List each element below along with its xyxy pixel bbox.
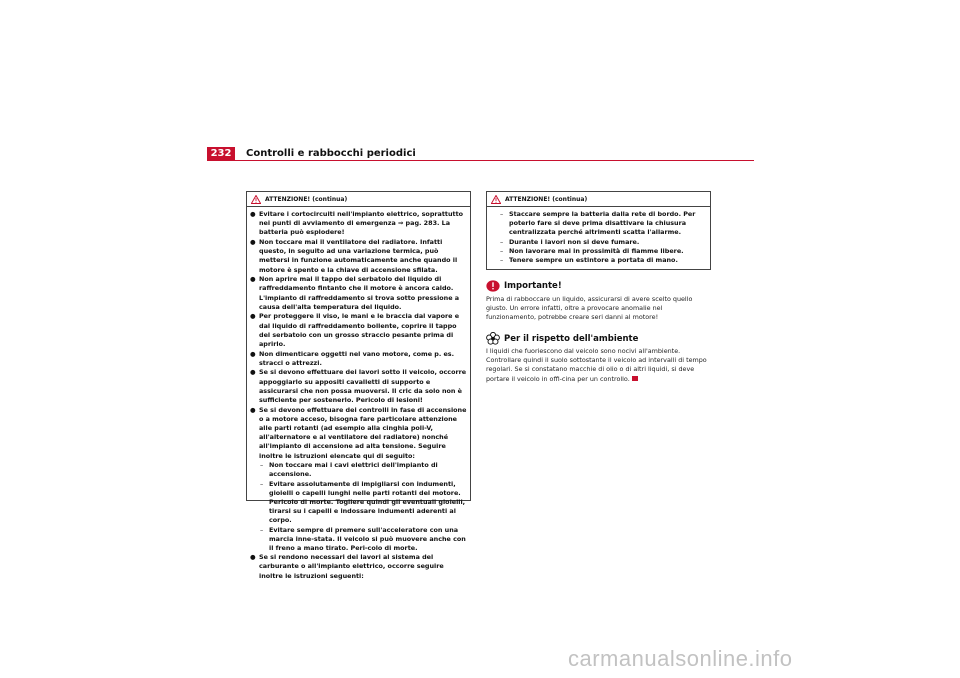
important-heading xyxy=(486,280,562,292)
bullet-icon: ● xyxy=(250,349,256,358)
warning-header xyxy=(247,192,470,207)
bullet-text: Se si rendono necessari dei lavori al sistema del carburante o all'impianto elettrico, occorre seguire inoltre le istruzioni seguenti: xyxy=(259,553,444,580)
important-text: Prima di rabboccare un liquido, assicurarsi di avere scelto quello giusto. Un errore infatti, oltre a provocare anomalie nel funzionamento, potrebbe creare seri danni al motore! xyxy=(486,295,693,322)
dash-icon: – xyxy=(260,461,264,470)
sub-item-text: Durante i lavori non si deve fumare. xyxy=(509,237,640,246)
bullet-text: Evitare i cortocircuiti nell'impianto elettrico, soprattutto nei punti di avviamento di emergenza ⇒ pag. 283. La batteria può esplodere! xyxy=(259,210,464,237)
bullet-text: Se si devono effettuare dei controlli in fase di accensione o a motore acceso, bisogna fare particolare attenzione alle parti rotanti (ad esempio alla cinghia poli-V, all'alternatore e al ventilatore del radiatore) nonché all'impianto di accensione ad alta tensione. Seguire inoltre le istruzioni elencate qui di seguito: xyxy=(259,405,467,460)
bullet-icon: ● xyxy=(250,312,256,321)
important-title: Importante! xyxy=(504,281,562,291)
sub-item-text: Tenere sempre un estintore a portata di mano. xyxy=(509,256,678,265)
sub-list-item xyxy=(250,480,467,526)
list-item xyxy=(250,238,467,275)
dash-icon: – xyxy=(500,246,504,255)
sub-item-text: Evitare sempre di premere sull'acceleratore con una marcia inne-stata. Il veicolo si può muovere anche con il freno a mano tirato. Peri-colo di morte. xyxy=(269,525,466,553)
sub-item-text: Evitare assolutamente di impigliarsi con indumenti, gioielli o capelli lunghi nelle parti rotanti del motore. Pericolo di morte. Togliere quindi gli eventuali gioielli, tirarsi su i capelli e indossare indumenti aderenti al corpo. xyxy=(269,479,466,525)
warning-heading: ATTENZIONE! (continua) xyxy=(505,195,588,203)
warning-body xyxy=(247,207,470,581)
warning-body xyxy=(487,207,710,265)
warning-heading: ATTENZIONE! (continua) xyxy=(265,195,348,203)
dash-icon: – xyxy=(500,256,504,265)
warning-triangle-icon xyxy=(251,195,261,204)
bullet-icon: ● xyxy=(250,210,256,218)
exclamation-icon xyxy=(486,280,500,292)
environment-paragraph: I liquidi che fuoriescono dal veicolo sono nocivi all'ambiente. Controllare quindi il suolo sottostante il veicolo ad intervalli di tempo regolari. Se si constatano macchie di olio o di altri liquidi, si deve portare il veicolo in offi-cina per un controllo. xyxy=(486,347,707,383)
list-item xyxy=(250,368,467,405)
sub-item-text: Non lavorare mai in prossimità di fiamme libere. xyxy=(509,246,684,255)
bullet-icon: ● xyxy=(250,275,256,284)
list-item xyxy=(250,406,467,461)
list-item xyxy=(250,210,467,238)
warning-header xyxy=(487,192,710,207)
page-title: Controlli e rabbocchi periodici xyxy=(246,148,416,159)
bullet-text: Non dimenticare oggetti nel vano motore, come p. es. stracci o attrezzi. xyxy=(259,349,455,367)
sub-list-item xyxy=(490,238,707,247)
watermark: carmanualsonline.info xyxy=(568,646,793,671)
sub-list-item xyxy=(250,461,467,479)
warning-triangle-icon xyxy=(491,195,501,204)
list-item xyxy=(250,312,467,349)
environment-title: Per il rispetto dell'ambiente xyxy=(504,333,639,344)
environment-heading xyxy=(486,332,638,345)
bullet-text: Per proteggere il viso, le mani e le braccia dal vapore e dal liquido di raffreddamento bollente, coprire il tappo del serbatoio con un grosso straccio pesante prima di aprirlo. xyxy=(259,312,460,349)
bullet-icon: ● xyxy=(250,368,256,377)
sub-item-text: Staccare sempre la batteria dalla rete di bordo. Per poterlo fare si deve prima disattivare la chiusura centralizzata perché altrimenti scatta l'allarme. xyxy=(509,210,696,237)
dash-icon: – xyxy=(500,210,504,218)
dash-icon: – xyxy=(500,237,504,246)
bullet-icon: ● xyxy=(250,238,256,246)
bullet-text: Non toccare mai il ventilatore del radiatore. Infatti questo, in seguito ad una variazione termica, può mettersi in funzione automaticamente anche quando il motore è spento e la chiave di accensione sfilata. xyxy=(259,238,458,274)
bullet-text: Non aprire mai il tappo del serbatoio del liquido di raffreddamento fintanto che il motore è ancora caldo. L'impianto di raffreddamento si trova sotto pressione a causa dell'alta temperatura del liquido. xyxy=(259,275,460,311)
warning-box-left xyxy=(246,191,471,580)
list-item xyxy=(250,350,467,368)
sub-list-item xyxy=(490,247,707,256)
warning-box-right xyxy=(486,191,711,270)
dash-icon: – xyxy=(260,525,264,534)
bullet-icon: ● xyxy=(250,405,256,414)
sub-item-text: Non toccare mai i cavi elettrici dell'impianto di accensione. xyxy=(269,461,438,479)
list-item xyxy=(250,553,467,581)
environment-text xyxy=(486,347,713,384)
bullet-icon: ● xyxy=(250,553,256,562)
sub-list-item xyxy=(250,526,467,554)
list-item xyxy=(250,275,467,312)
header-divider xyxy=(207,160,754,161)
end-of-section-mark xyxy=(632,376,638,381)
page-number: 232 xyxy=(207,147,235,161)
sub-list-item xyxy=(490,256,707,265)
bullet-text: Se si devono effettuare dei lavori sotto il veicolo, occorre appoggiarlo su appositi cavalletti di supporto e assicurarsi che non possa muoversi. Il cric da solo non è sufficiente per sostenerlo. Pericolo di lesioni! xyxy=(259,368,467,405)
flower-icon xyxy=(486,332,500,345)
dash-icon: – xyxy=(260,479,264,488)
sub-list-item xyxy=(490,210,707,238)
